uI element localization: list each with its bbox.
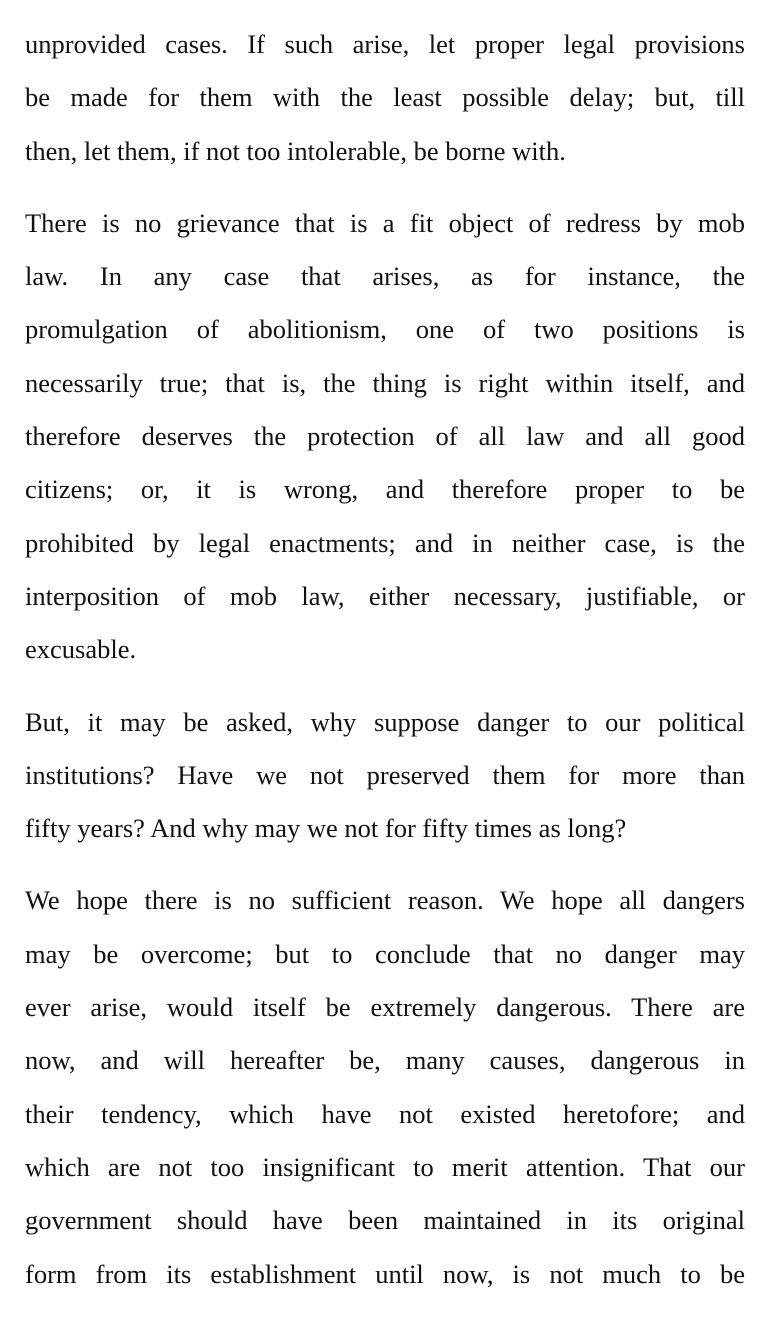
- text-line: their tendency, which have not existed heretofore; and: [25, 1098, 745, 1129]
- text-line: unprovided cases. If such arise, let proper legal provisions: [25, 29, 745, 59]
- text-line: But, it may be asked, why suppose danger to our political: [25, 706, 745, 737]
- text-line: now, and will hereafter be, many causes, dangerous in: [25, 1045, 745, 1076]
- text-line: prohibited by legal enactments; and in neither case, is the: [25, 527, 745, 558]
- text-line: promulgation of abolitionism, one of two positions is: [25, 314, 745, 345]
- text-line: which are not too insignificant to merit attention. That our: [25, 1151, 745, 1182]
- paragraph: [25, 874, 745, 1300]
- text-line: interposition of mob law, either necessary, justifiable, or: [25, 580, 745, 611]
- paragraph: [25, 18, 745, 178]
- text-line: form from its establishment until now, is not much to be: [25, 1258, 745, 1289]
- text-line: excusable.: [25, 634, 137, 665]
- text-line: be made for them with the least possible delay; but, till: [25, 82, 745, 113]
- text-line: citizens; or, it is wrong, and therefore proper to be: [25, 474, 745, 505]
- text-line: therefore deserves the protection of all law and all good: [25, 421, 745, 452]
- text-line: We hope there is no sufficient reason. We hope all dangers: [25, 885, 745, 916]
- text-line: government should have been maintained in its original: [25, 1205, 745, 1236]
- text-line: then, let them, if not too intolerable, be borne with.: [25, 135, 566, 166]
- text-line: ever arise, would itself be extremely dangerous. There are: [25, 992, 745, 1023]
- text-line: necessarily true; that is, the thing is right within itself, and: [25, 367, 745, 398]
- document-body: [25, 18, 745, 1320]
- text-line: may be overcome; but to conclude that no danger may: [25, 938, 745, 969]
- text-line: fifty years? And why may we not for fifty times as long?: [25, 813, 627, 844]
- paragraph: [25, 696, 745, 856]
- text-line: institutions? Have we not preserved them for more than: [25, 759, 745, 790]
- text-line: law. In any case that arises, as for instance, the: [25, 261, 745, 292]
- text-line: There is no grievance that is a fit object of redress by mob: [25, 207, 745, 238]
- paragraph: [25, 197, 745, 677]
